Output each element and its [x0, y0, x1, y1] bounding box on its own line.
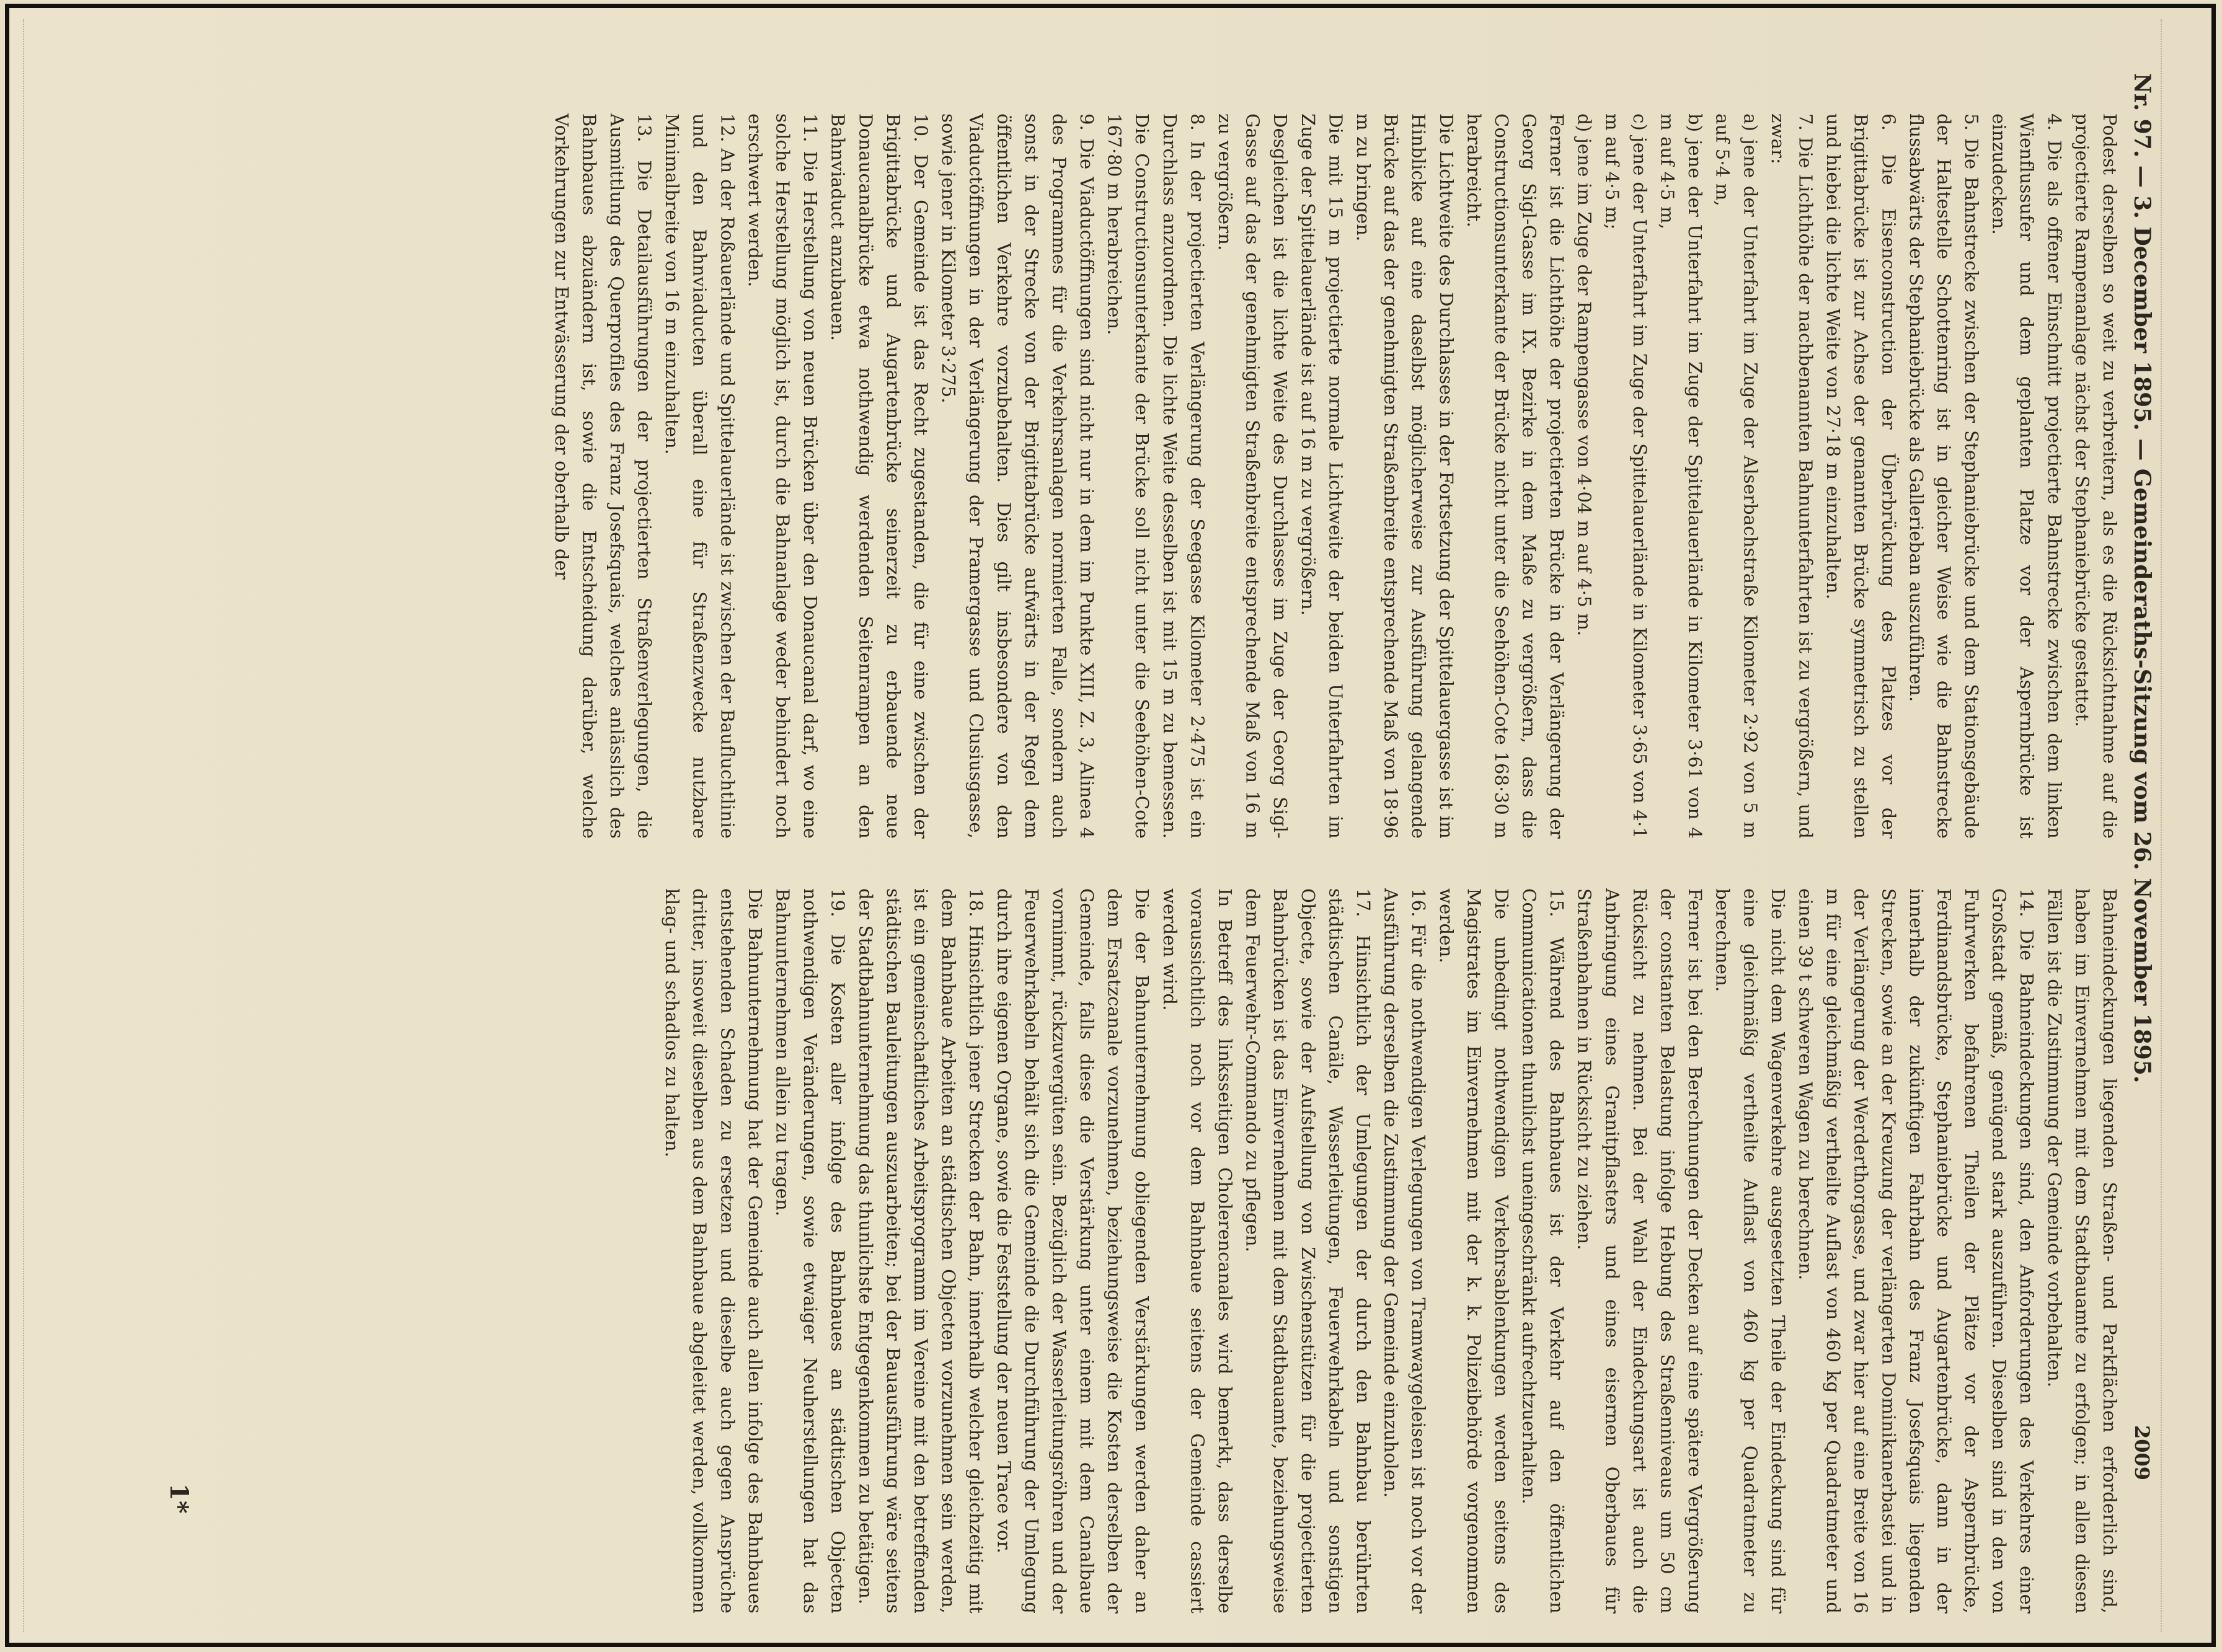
page-frame — [5, 4, 2216, 1647]
paragraph: d) jene im Zuge der Rampengasse von 4·04 m auf 4·5 m. — [1574, 113, 1595, 637]
paragraph: 5. Die Bahnstrecke zwischen der Stephaniebrücke und dem Stationsgebäude der Haltestelle Schottenring ist in gleicher Weise wie die Bahnstrecke flussabwärts der Stephaniebrücke als Gallerieban auszuführen. — [1905, 113, 1983, 839]
paragraph: 4. Die als offener Einschnitt projectierte Bahnstrecke zwischen dem linken Wienflussufer und dem geplanten Platze vor der Aspernbrücke ist einzudecken. — [1988, 113, 2065, 839]
page-header — [2126, 73, 2158, 1480]
paragraph: Ferner ist die Lichthöhe der projectierten Brücke in der Verlängerung der Georg Sigl-Gasse im IX. Bezirke in dem Maße zu vergrößern, dass die Constructionsunterkante der Brücke nicht unter die Seehöhen-Cote 168·30 m herabreicht. — [1463, 113, 1568, 839]
paragraph: 7. Die Lichthöhe der nachbenannten Bahnunterfahrten ist zu vergrößern, und zwar: — [1767, 113, 1817, 839]
paragraph: b) jene der Unterfahrt im Zuge der Spittelauerlände in Kilometer 3·61 von 4 m auf 4·5 m, — [1657, 113, 1706, 839]
paragraph: 8. In der projectierten Verlängerung der Seegasse Kilometer 2·475 ist ein Durchlass anzuordnen. Die lichte Weite desselben ist mit 15 m zu bemessen. Die Constructionsunterkante der Brücke soll nicht unter die Seehöhen-Cote 167·80 m herabreichen. — [1104, 113, 1208, 839]
header-title: Nr. 97. — 3. December 1895. — Gemeinderaths-Sitzung vom 26. November 1895. — [2129, 73, 2155, 1084]
paragraph: 18. Hinsichtlich jener Strecken der Bahn, innerhalb welcher gleichzeitig mit dem Bahnbaue Arbeiten an städtischen Objecten vorzunehmen sein werden, ist ein gemeinschaftliches Arbeitsprogramm im Vereine mit den betreffenden städtischen Bauleitungen auszuarbeiten; bei der Bauausführung wäre seitens der Stadtbahnunternehmung das thunlichste Entgegenkommen zu betätigen. — [855, 888, 987, 1614]
paragraph: Desgleichen ist die lichte Weite des Durchlasses im Zuge der Georg Sigl-Gasse auf das der genehmigten Straßenbreite entsprechende Maß von 16 m zu vergrößern. — [1215, 113, 1291, 839]
paragraph: Ferner ist bei den Berechnungen der Decken auf eine spätere Vergrößerung der constanten Belastung infolge Hebung des Straßenniveaus um 50 cm Rücksicht zu nehmen. Bei der Wahl der Eindeckungsart ist auch die Anbringung eines Granitpflasters und eines eisernen Oberbaues für Straßenbahnen in Rücksicht zu ziehen. — [1574, 888, 1706, 1614]
paragraph: Die Bahnunternehmung hat der Gemeinde auch allen infolge des Bahnbaues entstehenden Schaden zu ersetzen und dieselbe auch gegen Ansprüche dritter, insoweit dieselben aus dem Bahnbaue abgeleitet werden, vollkommen klag- und schadlos zu halten. — [662, 888, 766, 1614]
text-column-left — [59, 113, 2123, 839]
paragraph: 12. An der Roßauerlände und Spittelauerlände ist zwischen der Baufluchtlinie und den Bahnviaducten überall eine für Straßenzwecke nutzbare Minimalbreite von 16 m einzuhalten. — [662, 113, 738, 839]
page-number: 2009 — [2130, 1425, 2154, 1480]
paragraph: 11. Die Herstellung von neuen Brücken über den Donaucanal darf, wo eine solche Herstellung möglich ist, durch die Bahnanlage weder behindert noch erschwert werden. — [744, 113, 821, 839]
paragraph: Die mit 15 m projectierte normale Lichtweite der beiden Unterfahrten im Zuge der Spittelauerlände ist auf 16 m zu vergrößern. — [1297, 113, 1347, 839]
paragraph: 13. Die Detailausführungen der projectierten Straßenverlegungen, die Ausmittlung des Querprofiles des Franz Josefsquais, welches anlässlich des Bahnbaues abzuändern ist, sowie die Entscheidung darüber, welche Vorkehrungen zur Entwässerung der oberhalb der — [551, 113, 655, 839]
paragraph: 6. Die Eisenconstruction der Überbrückung des Platzes vor der Brigittabrücke ist zur Achse der genannten Brücke symmetrisch zu stellen und hiebei die lichte Weite von 27·18 m einzuhalten. — [1823, 113, 1900, 839]
paragraph: 19. Die Kosten aller infolge des Bahnbaues an städtischen Objecten nothwendigen Veränderungen, sowie etwaiger Neuherstellungen hat das Bahnunternehmen allein zu tragen. — [772, 888, 849, 1614]
paragraph: 15. Während des Bahnbaues ist der Verkehr auf den öffentlichen Communicationen thunlichst uneingeschränkt aufrechtzuerhalten. — [1518, 888, 1568, 1614]
paragraph: Die der Bahnunternehmung obliegenden Verstärkungen werden daher an dem Ersatzcanale vorzunehmen, beziehungsweise die Kosten derselben der Gemeinde, falls diese die Verstärkung unter einem mit dem Canalbaue vornimmt, rückzuvergüten sein. Bezüglich der Wasserleitungsröhren und der Feuerwehrkabeln behält sich die Gemeinde die Durchführung der Umlegung durch ihre eigenen Organe, sowie die Feststellung der neuen Trace vor. — [993, 888, 1153, 1614]
inner-margin-line — [23, 19, 24, 1632]
paragraph: 10. Der Gemeinde ist das Recht zugestanden, die für eine zwischen der Brigittabrücke und Augartenbrücke seinerzeit zu erbauende neue Donaucanalbrücke etwa nothwendig werdenden Seitenrampen an den Bahnviaduct anzubauen. — [827, 113, 932, 839]
rotated-page — [59, 27, 2155, 1614]
paragraph: c) jene der Unterfahrt im Zuge der Spittelauerlände in Kilometer 3·65 von 4·1 m auf 4·5 m; — [1601, 113, 1650, 839]
paragraph: In Betreff des linksseitigen Cholerencanales wird bemerkt, dass derselbe voraussichtlich noch vor dem Bahnbaue seitens der Gemeinde cassiert werden wird. — [1159, 888, 1236, 1614]
paragraph: a) jene der Unterfahrt im Zuge der Alserbachstraße Kilometer 2·92 von 5 m auf 5·4 m, — [1712, 113, 1761, 839]
signature-mark: 1* — [164, 1483, 193, 1514]
paragraph: Die nicht dem Wagenverkehre ausgesetzten Theile der Eindeckung sind für eine gleichmäßig vertheilte Auflast von 460 kg per Quadratmeter zu berechnen. — [1712, 888, 1789, 1614]
paragraph: Bahneindeckungen liegenden Straßen- und Parkflächen erforderlich sind, haben im Einvernehmen mit dem Stadtbauamte zu erfolgen; in allen diesen Fällen ist die Zustimmung der Gemeinde vorbehalten. — [2043, 888, 2120, 1614]
paragraph: Die unbedingt nothwendigen Verkehrsablenkungen werden seitens des Magistrates im Einvernehmen mit der k. k. Polizeibehörde vorgenommen werden. — [1435, 888, 1512, 1614]
paragraph: 9. Die Viaductöffnungen sind nicht nur in dem im Punkte XIII, Z. 3, Alinea 4 des Programmes für die Verkehrsanlagen normierten Falle, sondern auch sonst in der Strecke von der Brigittabrücke aufwärts in der Regel dem öffentlichen Verkehre vorzubehalten. Dies gilt insbesondere von den Viaductöffnungen in der Verlängerung der Pramergasse und Clusiusgasse, sowie jener in Kilometer 3·275. — [938, 113, 1098, 839]
paragraph: Podest derselben so weit zu verbreitern, als es die Rücksichtnahme auf die projectierte Rampenanlage nächst der Stephaniebrücke gestattet. — [2071, 113, 2120, 839]
paragraph: 14. Die Bahneindeckungen sind, den Anforderungen des Verkehres einer Großstadt gemäß, genügend stark auszuführen. Dieselben sind in den von Fuhrwerken befahrenen Theilen der Plätze vor der Aspernbrücke, Ferdinandsbrücke, Stephaniebrücke und Augartenbrücke, dann in der innerhalb der zukünftigen Fahrbahn des Franz Josefsquais liegenden Strecken, sowie an der Kreuzung der verlängerten Dominikanerbastei und in der Verlängerung der Werderthorgasse, und zwar hier auf eine Breite von 16 m für eine gleichmäßig vertheilte Auflast von 460 kg per Quadratmeter und einen 39 t schweren Wagen zu berechnen. — [1795, 888, 2038, 1614]
paragraph: Die Lichtweite des Durchlasses in der Fortsetzung der Spittelauergasse ist im Hinblicke auf eine daselbst möglicherweise zur Ausführung gelangende Brücke auf das der genehmigten Straßenbreite entsprechende Maß von 18·96 m zu bringen. — [1352, 113, 1457, 839]
paragraph: 16. Für die nothwendigen Verlegungen von Tramwaygeleisen ist noch vor der Ausführung derselben die Zustimmung der Gemeinde einzuholen. — [1380, 888, 1430, 1614]
paragraph: 17. Hinsichtlich der Umlegungen der durch den Bahnbau berührten städtischen Canäle, Wasserleitungen, Feuerwehrkabeln und sonstigen Objecte, sowie der Aufstellung von Zwischenstützen für die projectierten Bahnbrücken ist das Einvernehmen mit dem Stadtbauamte, beziehungsweise dem Feuerwehr-Commando zu pflegen. — [1242, 888, 1374, 1614]
text-column-right — [59, 888, 2123, 1614]
outer-margin-line — [2161, 19, 2162, 1632]
